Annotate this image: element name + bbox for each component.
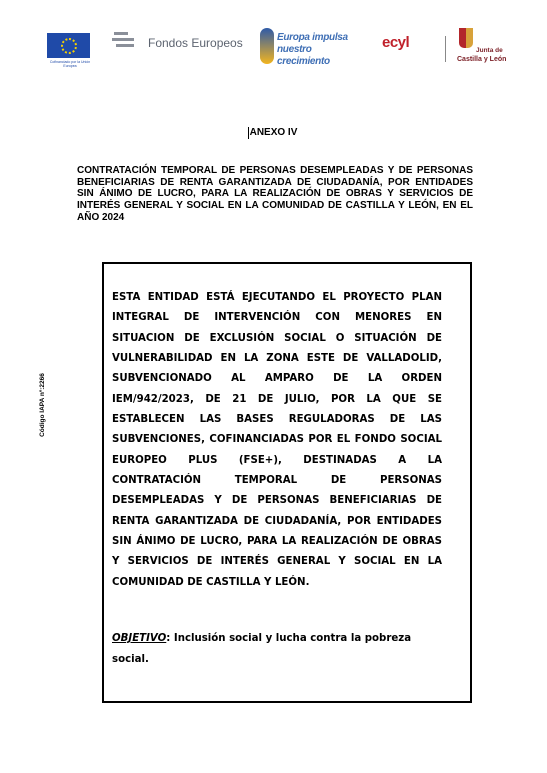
- junta-text-line2: Castilla y León: [457, 56, 507, 63]
- ecyl-logo: [382, 34, 434, 64]
- objective-paragraph: [112, 629, 442, 670]
- europa-impulsa-logo: [260, 28, 350, 66]
- nuestro-crecimiento-text: nuestro crecimiento: [277, 44, 330, 67]
- annex-title: ANEXO IV: [249, 127, 298, 138]
- europa-impulsa-text: Europa impulsa: [277, 32, 348, 43]
- document-heading: CONTRATACIÓN TEMPORAL DE PERSONAS DESEMPLEADAS Y DE PERSONAS BENEFICIARIAS DE RENTA GARANTIZADA DE CIUDADANÍA, POR ENTIDADES SIN ÁNIMO DE LUCRO, PARA LA REALIZACIÓN DE OBRAS Y SERVICIOS DE INTERÉS GENERAL Y SOCIAL EN LA COMUNIDAD DE CASTILLA Y LEÓN, EN EL AÑO 2024: [77, 165, 473, 223]
- fondos-europeos-icon: [112, 30, 142, 52]
- europa-emblem-icon: [260, 28, 274, 64]
- eu-stars-icon: [61, 38, 77, 54]
- eu-caption: Cofinanciado por la Unión Europea: [49, 60, 91, 68]
- notice-body: ESTA ENTIDAD ESTÁ EJECUTANDO EL PROYECTO PLAN INTEGRAL DE INTERVENCIÓN CON MENORES EN SITUACION DE EXCLUSIÓN SOCIAL O SITUACIÓN DE VULNERABILIDAD EN LA ZONA ESTE DE VALLADOLID, SUBVENCIONADO AL AMPARO DE LA ORDEN IEM/942/2023, DE 21 DE JULIO, POR LA QUE SE ESTABLECEN LAS BASES REGULADORAS DE LAS SUBVENCIONES, COFINANCIADAS POR EL FONDO SOCIAL EUROPEO PLUS (FSE+), DESTINADAS A LA CONTRATACIÓN TEMPORAL DE PERSONAS DESEMPLEADAS Y DE PERSONAS BENEFICIARIAS DE RENTA GARANTIZADA DE CIUDADANÍA, POR ENTIDADES SIN ÁNIMO DE LUCRO, PARA LA REALIZACIÓN DE OBRAS Y SERVICIOS DE INTERÉS GENERAL Y SOCIAL EN LA COMUNIDAD DE CASTILLA Y LEÓN.: [112, 292, 442, 588]
- junta-text-line1: Junta de: [476, 47, 503, 54]
- eu-flag-icon: [47, 33, 90, 58]
- fondos-europeos-logo: Fondos Europeos: [148, 36, 243, 50]
- logo-bar: [0, 26, 547, 70]
- junta-shield-icon: [459, 28, 473, 48]
- objective-label: OBJETIVO: [112, 633, 167, 644]
- logo-divider: [445, 36, 446, 62]
- side-code: Código IAPA nº:2266: [39, 373, 46, 437]
- objective-text: : Inclusión social y lucha contra la pobreza social.: [112, 633, 412, 665]
- notice-box: [102, 262, 472, 703]
- ecyl-text: ecyl: [382, 34, 410, 51]
